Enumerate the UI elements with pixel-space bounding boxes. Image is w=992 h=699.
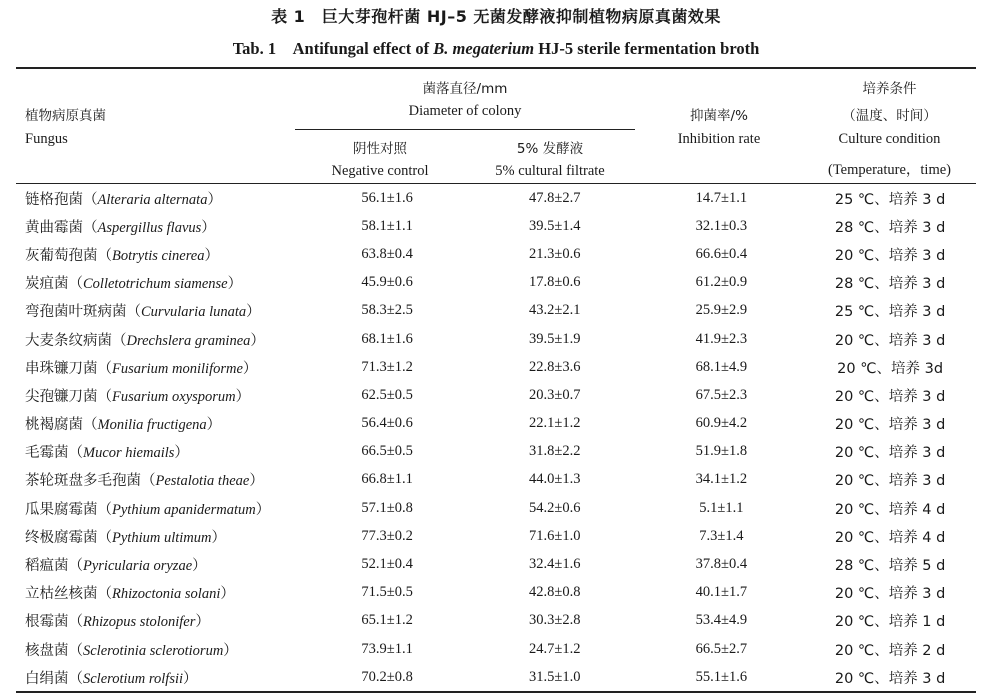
negative-control-value: 57.1±0.8 [361,499,413,516]
table-row [16,381,976,409]
table-row [16,522,976,550]
inhibition-rate-value: 37.8±0.4 [695,556,748,573]
fungus-name-zh: 稻瘟菌 [25,558,69,575]
culture-condition-value: 20 ℃、培养 2 d [834,642,946,659]
paren-open: （ [97,586,112,603]
paren-close: ） [195,614,210,631]
inhibition-rate-value: 14.7±1.1 [695,189,748,206]
culture-condition-value: 20 ℃、培养 3 d [834,388,946,405]
header-diameter-en: Diameter of colony [408,103,522,119]
inhibition-rate-value: 55.1±1.6 [695,668,748,685]
filtrate-value: 39.5±1.4 [529,217,581,234]
paren-close: ） [223,642,238,659]
fungus-name-latin: Monilia fructigena [97,417,207,434]
negative-control-value: 58.1±1.1 [361,217,413,234]
fungus-cell [16,438,303,466]
fungus-name-zh: 炭疽菌 [25,276,69,293]
negative-control-value: 56.4±0.6 [361,415,413,432]
negative-control-value: 77.3±0.2 [361,527,413,544]
inhibition-rate-value: 53.4±4.9 [695,612,748,629]
filtrate-value: 42.8±0.8 [529,584,581,601]
filtrate-value: 32.4±1.6 [529,556,581,573]
fungus-name-latin: Pythium apanidermatum [112,501,256,518]
fungus-name-latin: Curvularia lunata [141,304,247,321]
fungus-name-zh: 弯孢菌叶斑病菌 [25,304,127,321]
paren-close: ） [227,276,243,293]
table-row [16,297,976,325]
header-diameter-zh: 菌落直径/mm [422,81,508,97]
filtrate-value: 31.5±1.0 [529,668,581,685]
table-row [16,607,976,635]
filtrate-value: 44.0±1.3 [529,471,581,488]
table-row [16,579,976,607]
culture-condition-value: 20 ℃、培养 3 d [834,473,946,490]
fungus-name-latin: Rhizopus stolonifer [83,614,196,631]
paren-close: ） [235,388,251,405]
culture-condition-value: 20 ℃、培养 4 d [834,501,946,518]
table-row [16,240,976,268]
paren-open: （ [68,445,83,462]
table-row [16,212,976,240]
paren-open: （ [83,219,98,236]
fungus-name-latin: Fusarium oxysporum [112,388,236,405]
fungus-name-zh: 尖孢镰刀菌 [25,388,98,405]
fungus-cell [16,410,303,438]
fungus-name-latin: Alteraria alternata [97,191,208,208]
culture-condition-value: 20 ℃、培养 3 d [834,586,946,603]
negative-control-value: 58.3±2.5 [361,302,413,319]
filtrate-value: 71.6±1.0 [529,527,581,544]
header-filtrate-en: 5% cultural filtrate [495,163,605,179]
paren-close: ） [246,304,261,321]
paren-close: ） [204,247,219,264]
filtrate-value: 21.3±0.6 [529,245,581,262]
fungus-cell [16,579,303,607]
table-row [16,438,976,466]
fungus-cell [16,184,303,212]
paren-open: （ [112,332,127,349]
inhibition-rate-value: 66.5±2.7 [695,640,748,657]
fungus-name-latin: Aspergillus flavus [97,219,202,236]
results-table-body [16,184,976,691]
fungus-name-zh: 灰葡萄孢菌 [25,247,98,264]
paren-close: ） [183,670,198,687]
fungus-name-zh: 终极腐霉菌 [25,529,98,546]
negative-control-value: 66.8±1.1 [361,471,413,488]
fungus-cell [16,635,303,663]
fungus-cell [16,297,303,325]
fungus-name-zh: 茶轮斑盘多毛孢菌 [25,473,141,490]
paren-open: （ [68,558,83,575]
paren-close: ） [206,417,222,434]
paren-close: ） [250,332,265,349]
header-fungus-zh: 植物病原真菌 [25,108,106,124]
fungus-name-latin: Rhizoctonia solani [112,586,221,603]
fungus-cell [16,353,303,381]
paren-open: （ [83,417,98,434]
fungus-name-latin: Colletotrichum siamense [83,276,228,293]
fungus-cell [16,269,303,297]
culture-condition-value: 25 ℃、培养 3 d [834,304,946,321]
inhibition-rate-value: 60.9±4.2 [695,415,748,432]
header-inhibition-en: Inhibition rate [677,131,761,147]
culture-condition-value: 25 ℃、培养 3 d [834,191,946,208]
fungus-name-latin: Pestalotia theae [155,473,250,490]
filtrate-value: 22.1±1.2 [529,415,581,432]
paren-open: （ [126,304,141,321]
negative-control-value: 52.1±0.4 [361,556,413,573]
culture-condition-value: 20 ℃、培养 4 d [834,529,946,546]
inhibition-rate-value: 51.9±1.8 [695,443,748,460]
fungus-name-zh: 白绢菌 [25,670,69,687]
table-row [16,184,976,212]
inhibition-rate-value: 34.1±1.2 [695,471,748,488]
paren-open: （ [141,473,156,490]
negative-control-value: 71.5±0.5 [361,584,413,601]
inhibition-rate-value: 5.1±1.1 [699,499,744,516]
inhibition-rate-value: 41.9±2.3 [695,330,748,347]
caption-en-suffix: HJ-5 sterile fermentation broth [534,39,760,58]
culture-condition-value: 20 ℃、培养 3d [837,360,944,377]
fungus-cell [16,212,303,240]
filtrate-value: 20.3±0.7 [529,386,581,403]
paren-close: ） [249,473,264,490]
header-culture-en1: Culture condition [838,131,941,147]
fungus-name-zh: 大麦条纹病菌 [25,332,112,349]
table-row [16,550,976,578]
header-inhibition-zh: 抑菌率/% [690,108,748,124]
fungus-cell [16,663,303,691]
table-caption-en [0,35,992,59]
fungus-name-latin: Pythium ultimum [112,529,212,546]
header-fungus-en: Fungus [25,131,68,147]
top-rule [16,67,976,69]
fungus-name-latin: Pyricularia oryzae [83,558,193,575]
filtrate-value: 24.7±1.2 [529,640,581,657]
fungus-cell [16,494,303,522]
paren-close: ） [220,586,235,603]
table-row [16,269,976,297]
fungus-name-zh: 根霉菌 [25,614,69,631]
header-culture-en2: (Temperature，time) [828,162,951,178]
paren-close: ） [192,558,207,575]
filtrate-value: 54.2±0.6 [529,499,581,516]
fungus-name-zh: 瓜果腐霉菌 [25,501,98,518]
inhibition-rate-value: 7.3±1.4 [699,527,744,544]
fungus-cell [16,607,303,635]
fungus-cell [16,240,303,268]
filtrate-value: 17.8±0.6 [529,274,581,291]
table-row [16,635,976,663]
culture-condition-value: 20 ℃、培养 3 d [834,445,946,462]
paren-close: ） [255,501,271,518]
table-row [16,494,976,522]
fungus-name-latin: Botrytis cinerea [112,247,205,264]
paren-open: （ [68,614,83,631]
paren-close: ） [211,529,226,546]
inhibition-rate-value: 68.1±4.9 [695,358,748,375]
inhibition-rate-value: 67.5±2.3 [695,386,748,403]
culture-condition-value: 28 ℃、培养 3 d [834,276,946,293]
negative-control-value: 65.1±1.2 [361,612,413,629]
paren-open: （ [97,360,112,377]
filtrate-value: 22.8±3.6 [529,358,581,375]
filtrate-value: 39.5±1.9 [529,330,581,347]
culture-condition-value: 20 ℃、培养 1 d [834,614,946,631]
paren-open: （ [97,388,112,405]
paren-open: （ [68,276,83,293]
paren-close: ） [201,219,216,236]
culture-condition-value: 20 ℃、培养 3 d [834,332,946,349]
fungus-name-zh: 链格孢菌 [25,191,83,208]
fungus-name-latin: Sclerotium rolfsii [83,670,184,687]
header-culture-zh2: （温度、时间） [842,108,937,124]
fungus-name-latin: Mucor hiemails [83,445,175,462]
fungus-name-zh: 立枯丝核菌 [25,586,98,603]
inhibition-rate-value: 40.1±1.7 [695,584,748,601]
negative-control-value: 70.2±0.8 [361,668,413,685]
filtrate-value: 47.8±2.7 [529,189,581,206]
table-row [16,410,976,438]
fungus-name-zh: 桃褐腐菌 [25,417,83,434]
table-row [16,466,976,494]
caption-en-species: B. megaterium [433,39,535,58]
filtrate-value: 43.2±2.1 [529,302,581,319]
negative-control-value: 62.5±0.5 [361,386,413,403]
fungus-cell [16,550,303,578]
filtrate-value: 30.3±2.8 [529,612,581,629]
culture-condition-value: 28 ℃、培养 5 d [834,558,946,575]
header-filtrate-zh: 5% 发酵液 [516,141,584,157]
negative-control-value: 56.1±1.6 [361,189,413,206]
fungus-cell [16,325,303,353]
table-caption-zh: 表 1 巨大芽孢杆菌 HJ–5 无菌发酵液抑制植物病原真菌效果 [271,7,721,26]
diameter-sub-rule [295,129,635,130]
fungus-name-zh: 黄曲霉菌 [25,219,83,236]
negative-control-value: 71.3±1.2 [361,358,413,375]
paren-close: ） [174,445,189,462]
table-row [16,325,976,353]
paren-open: （ [83,191,98,208]
header-negative-zh: 阴性对照 [353,141,407,157]
negative-control-value: 63.8±0.4 [361,245,413,262]
fungus-name-zh: 串珠镰刀菌 [25,360,98,377]
negative-control-value: 68.1±1.6 [361,330,413,347]
header-negative-en: Negative control [331,163,429,179]
culture-condition-value: 20 ℃、培养 3 d [834,247,946,264]
negative-control-value: 45.9±0.6 [361,274,413,291]
inhibition-rate-value: 32.1±0.3 [695,217,748,234]
inhibition-rate-value: 66.6±0.4 [695,245,748,262]
paren-close: ） [207,191,222,208]
fungus-cell [16,381,303,409]
paren-open: （ [68,670,83,687]
caption-en-prefix: Tab. 1 Antifungal effect of [232,39,434,58]
paren-open: （ [68,642,83,659]
fungus-name-latin: Drechslera graminea [126,332,251,349]
paren-open: （ [97,529,112,546]
fungus-name-zh: 毛霉菌 [25,445,69,462]
inhibition-rate-value: 61.2±0.9 [695,274,748,291]
fungus-name-latin: Fusarium moniliforme [112,360,243,377]
inhibition-rate-value: 25.9±2.9 [695,302,748,319]
header-culture-zh1: 培养条件 [862,81,917,97]
fungus-cell [16,466,303,494]
table-row [16,353,976,381]
fungus-name-latin: Sclerotinia sclerotiorum [83,642,224,659]
culture-condition-value: 20 ℃、培养 3 d [834,417,946,434]
results-table [16,184,976,691]
table-row [16,663,976,691]
filtrate-value: 31.8±2.2 [529,443,581,460]
negative-control-value: 66.5±0.5 [361,443,413,460]
paren-open: （ [97,247,112,264]
fungus-name-zh: 核盘菌 [25,642,69,659]
negative-control-value: 73.9±1.1 [361,640,413,657]
paren-open: （ [97,501,112,518]
culture-condition-value: 28 ℃、培养 3 d [834,219,946,236]
paren-close: ） [242,360,258,377]
fungus-cell [16,522,303,550]
culture-condition-value: 20 ℃、培养 3 d [834,670,946,687]
